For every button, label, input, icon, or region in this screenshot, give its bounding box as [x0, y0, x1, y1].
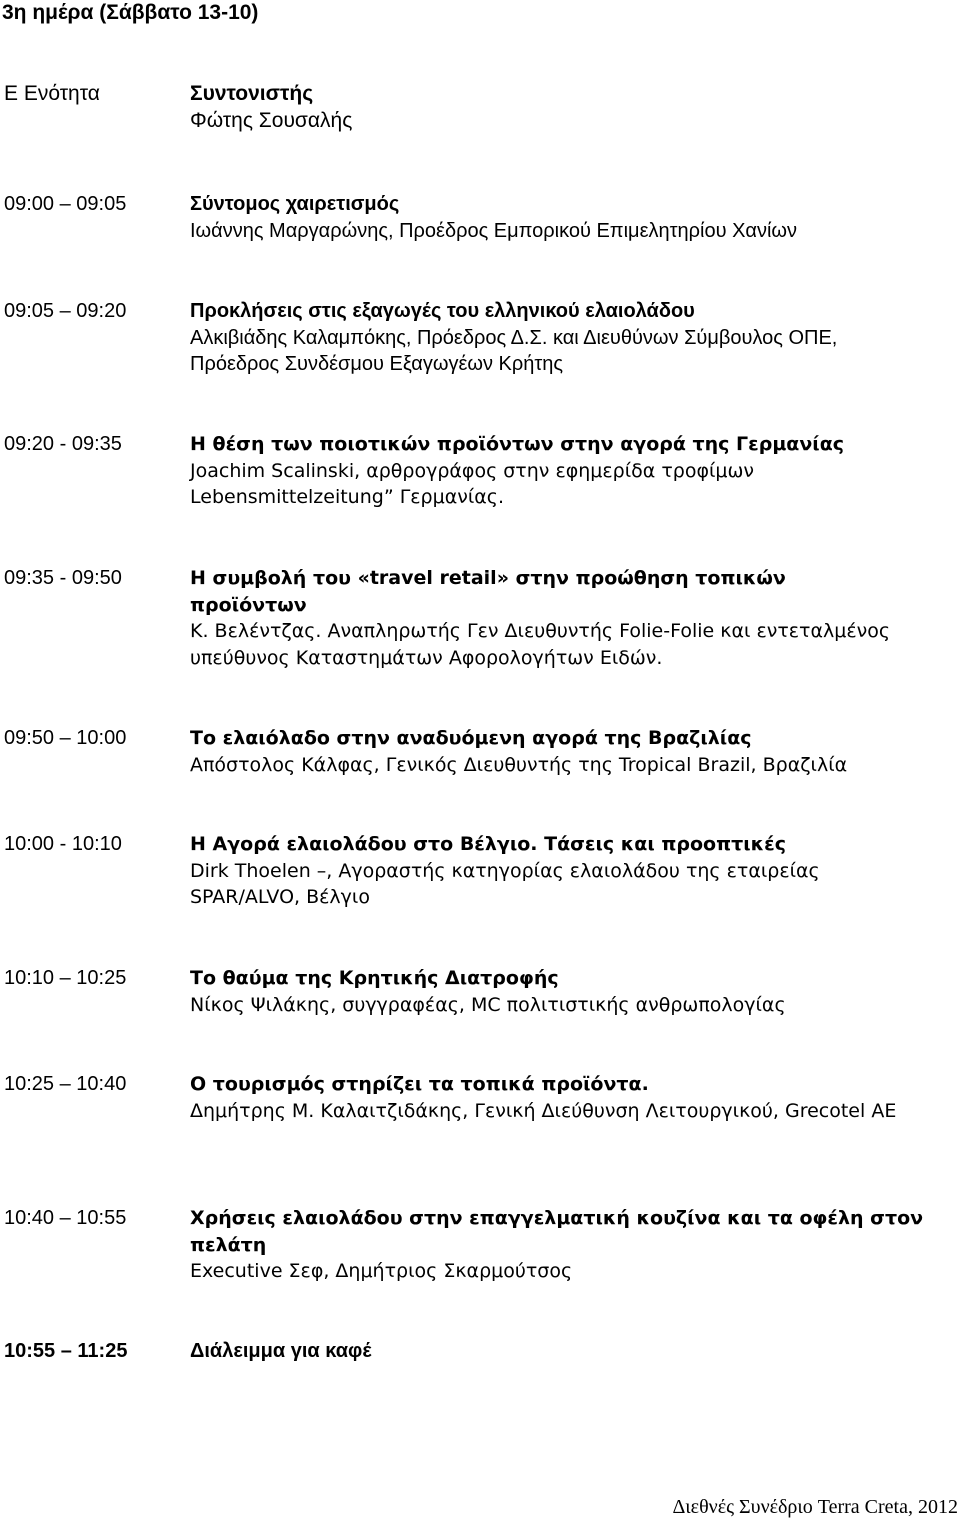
agenda-speaker: Απόστολος Κάλφας, Γενικός Διευθυντής της Tropical Brazil, Βραζιλία — [190, 753, 848, 776]
agenda-content — [190, 725, 958, 778]
coordinator-label: Συντονιστής — [190, 82, 314, 105]
agenda-title: Το ελαιόλαδο στην αναδυόμενη αγορά της Βραζιλίας — [190, 727, 752, 749]
agenda-content — [190, 565, 958, 671]
agenda-title: Ο τουρισμός στηρίζει τα τοπικά προϊόντα. — [190, 1073, 649, 1095]
agenda-title: Η Αγορά ελαιολάδου στο Βέλγιο. Τάσεις και προοπτικές — [190, 833, 786, 855]
section-label: Ε Ενότητα — [4, 82, 100, 105]
agenda-content — [190, 831, 958, 911]
agenda-title: Προκλήσεις στις εξαγωγές του ελληνικού ελαιολάδου — [190, 300, 695, 322]
agenda-speaker: Αλκιβιάδης Καλαμπόκης, Πρόεδρος Δ.Σ. και Διευθύνων Σύμβουλος ΟΠΕ, Πρόεδρος Συνδέσμου Εξαγωγέων Κρήτης — [190, 326, 838, 375]
agenda-title: Σύντομος χαιρετισμός — [190, 193, 400, 215]
agenda-speaker: Dirk Thoelen –, Αγοραστής κατηγορίας ελαιολάδου της εταιρείας SPAR/ALVO, Βέλγιο — [190, 859, 820, 908]
agenda-speaker: Ιωάννης Μαργαρώνης, Προέδρος Εμπορικού Επιμελητηρίου Χανίων — [190, 219, 798, 242]
agenda-time: 10:55 – 11:25 — [4, 1340, 128, 1362]
agenda-time: 09:35 - 09:50 — [4, 567, 122, 589]
agenda-time: 10:00 - 10:10 — [4, 833, 122, 855]
coordinator-name: Φώτης Σουσαλής — [190, 108, 353, 132]
footer: Διεθνές Συνέδριο Terra Creta, 2012 — [672, 1496, 958, 1518]
agenda-title: Το θαύμα της Κρητικής Διατροφής — [190, 967, 559, 989]
agenda-content — [190, 191, 958, 244]
agenda-time: 09:50 – 10:00 — [4, 727, 127, 749]
agenda-content — [190, 1071, 958, 1124]
agenda-speaker: Δημήτρης Μ. Καλαιτζιδάκης, Γενική Διεύθυνση Λειτουργικού, Grecotel ΑΕ — [190, 1099, 897, 1122]
agenda-title: Χρήσεις ελαιολάδου στην επαγγελματική κουζίνα και τα οφέλη στον πελάτη — [190, 1207, 924, 1256]
agenda-speaker: Κ. Βελέντζας. Αναπληρωτής Γεν Διευθυντής Folie-Folie και εντεταλμένος υπεύθυνος Καταστημάτων Αφορολογήτων Ειδών. — [190, 620, 890, 669]
agenda-title: Η συμβολή του «travel retail» στην προώθηση τοπικών προϊόντων — [190, 567, 786, 616]
coordinator-block — [190, 81, 958, 134]
agenda-time: 10:10 – 10:25 — [4, 967, 127, 989]
agenda-speaker: Executive Σεφ, Δημήτριος Σκαρμούτσος — [190, 1260, 573, 1282]
agenda-title: Διάλειμμα για καφέ — [190, 1340, 372, 1362]
agenda-time: 10:25 – 10:40 — [4, 1073, 127, 1095]
agenda-title: Η θέση των ποιοτικών προϊόντων στην αγορά της Γερμανίας — [190, 433, 845, 455]
agenda-content — [190, 431, 958, 511]
agenda-time: 09:05 – 09:20 — [4, 300, 127, 322]
agenda-content — [190, 1338, 958, 1365]
agenda-speaker: Joachim Scalinski, αρθρογράφος στην εφημερίδα τροφίμων Lebensmittelzeitung” Γερμανίας. — [190, 459, 755, 508]
agenda-content — [190, 298, 958, 378]
agenda-time: 10:40 – 10:55 — [4, 1207, 127, 1229]
agenda-content — [190, 1205, 958, 1285]
day-title: 3η ημέρα (Σάββατο 13-10) — [2, 1, 259, 24]
agenda-time: 09:00 – 09:05 — [4, 193, 127, 215]
agenda-speaker: Νίκος Ψιλάκης, συγγραφέας, MC πολιτιστικής ανθρωπολογίας — [190, 993, 786, 1016]
agenda-content — [190, 965, 958, 1018]
agenda-time: 09:20 - 09:35 — [4, 433, 122, 455]
